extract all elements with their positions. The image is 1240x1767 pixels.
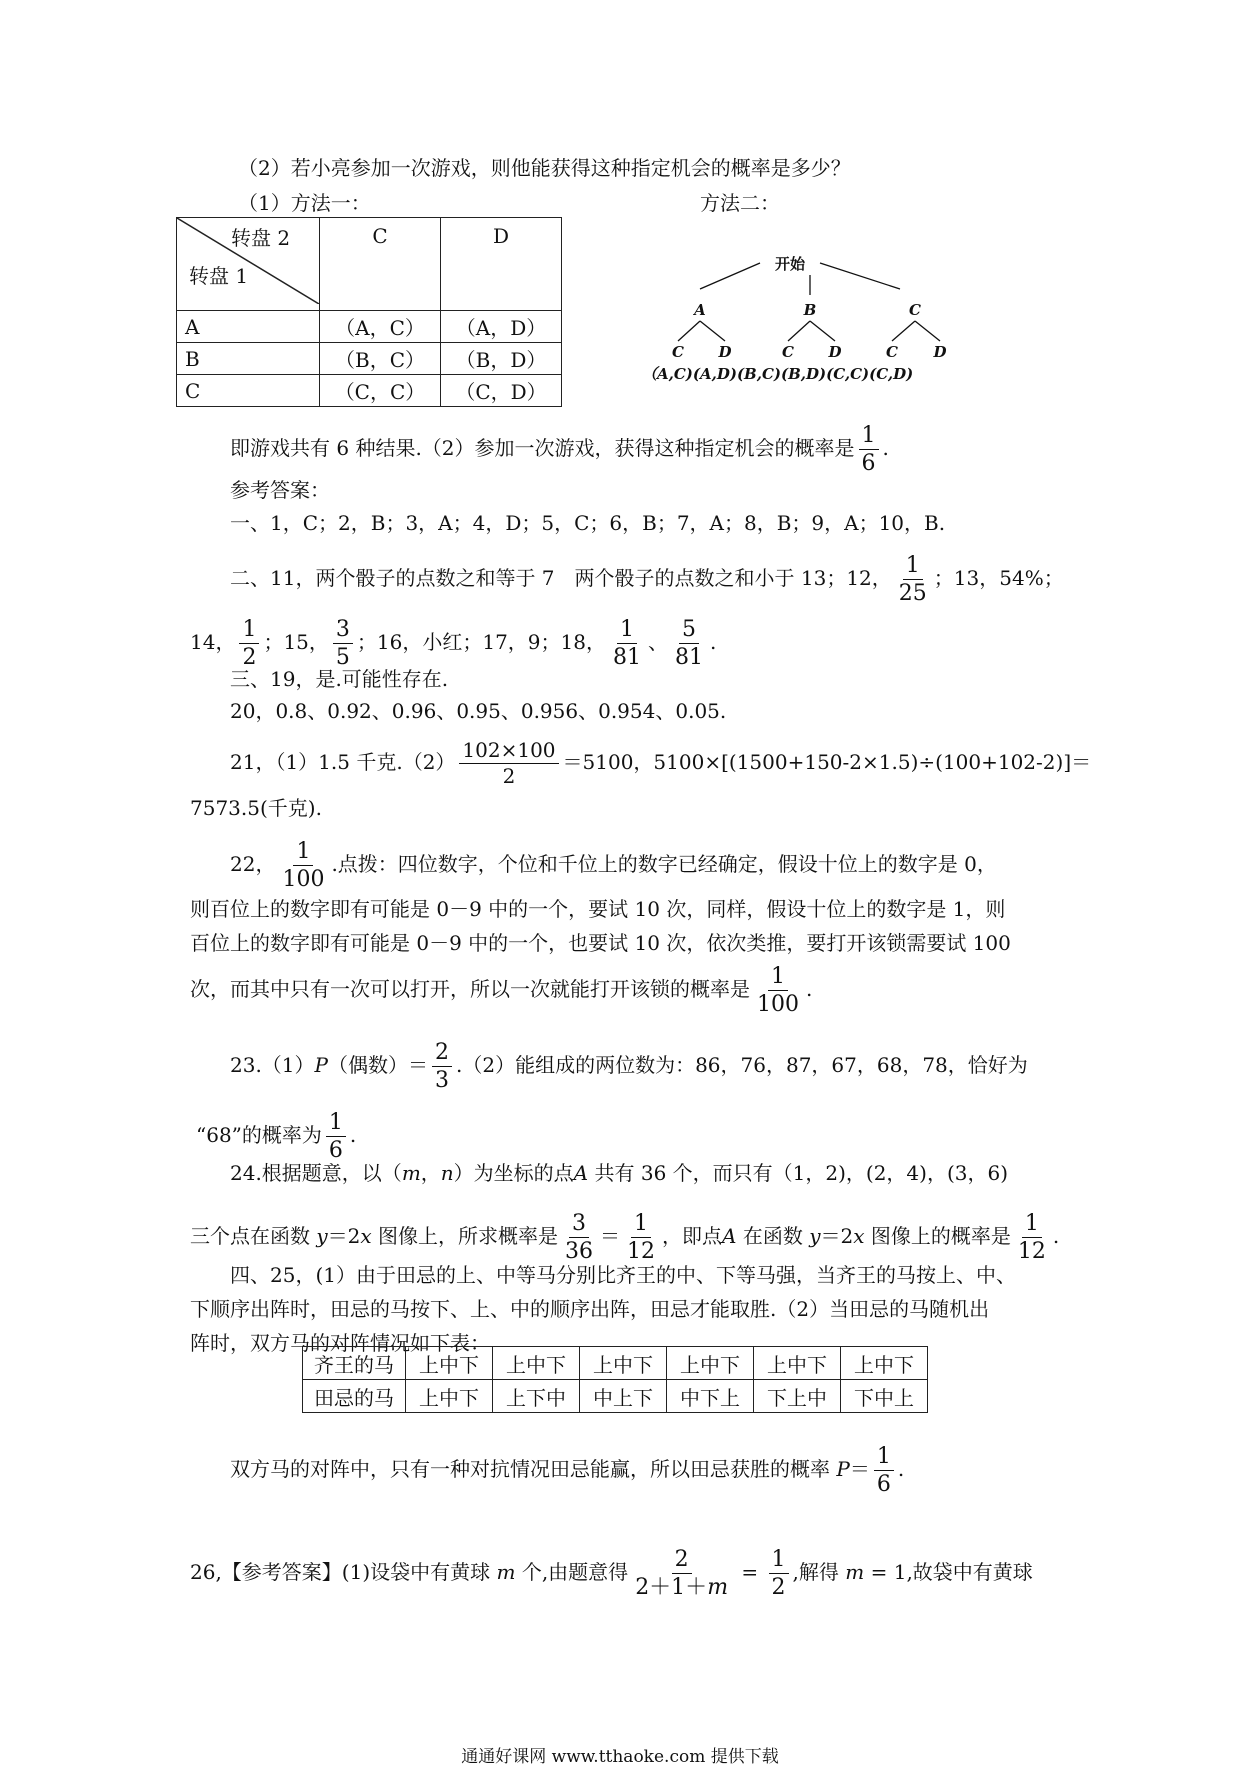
table-cell: 上中下	[667, 1347, 754, 1380]
frac-den: 2	[771, 1575, 786, 1601]
text-run: ；15，	[263, 630, 329, 655]
answer-25-line-1: 四、25，(1）由于田忌的上、中等马分别比齐王的中、下等马强，当齐王的马按上、中、	[230, 1263, 1016, 1287]
text-run: =	[735, 1560, 765, 1585]
section-3-answer-19: 三、19，是.可能性存在.	[230, 667, 449, 691]
row-label: 田忌的马	[303, 1380, 406, 1413]
result-line	[230, 424, 889, 475]
frac-num: 1	[293, 840, 313, 866]
table-cell: 中上下	[580, 1380, 667, 1413]
frac-den: 81	[674, 645, 703, 671]
text-run: 21，（1）1.5 千克.（2）	[230, 750, 456, 774]
row-label: C	[177, 375, 320, 407]
table-cell: （C，D）	[441, 375, 562, 407]
frac-den: 12	[1017, 1239, 1046, 1265]
table-cell: （C，C）	[320, 375, 441, 407]
reference-answer-title: 参考答案：	[230, 478, 330, 502]
horse-matchup-table	[302, 1346, 928, 1413]
text-run: ＝	[600, 1224, 621, 1249]
table-cell: （A，D）	[441, 311, 562, 343]
text-run: .	[349, 1123, 357, 1148]
tree-node-l2: C	[672, 343, 684, 361]
tree-node-l2: D	[828, 343, 842, 361]
text-run: n	[440, 1161, 454, 1185]
text-run: ，	[420, 1161, 441, 1185]
table-cell: （B，C）	[320, 343, 441, 375]
page-footer: 通通好课网 www.tthaoke.com 提供下载	[461, 1747, 779, 1767]
row-label: B	[177, 343, 320, 375]
answer-22-line-3: 百位上的数字即有可能是 0－9 中的一个，也要试 10 次，依次类推，要打开该锁需要试 100	[190, 931, 1011, 955]
text-run: 二、11，两个骰子的点数之和等于 7 两个骰子的点数之和小于 13；12，	[230, 566, 892, 591]
table-cell: 上中下	[580, 1347, 667, 1380]
answer-25-line-3: 阵时，双方马的对阵情况如下表：	[190, 1331, 490, 1355]
text-run: 22，	[230, 852, 276, 877]
frac-den: 36	[565, 1239, 594, 1265]
text-run: 、	[647, 630, 668, 655]
answer-24-line-2	[190, 1212, 1059, 1263]
table-corner-cell	[177, 218, 320, 311]
tree-node-l1: A	[694, 301, 706, 319]
table-cell: 上下中	[493, 1380, 580, 1413]
tree-node-l2: D	[933, 343, 947, 361]
frac-num: 1	[768, 965, 788, 991]
corner-bottom-label: 转盘 1	[189, 264, 249, 288]
table-cell: （B，D）	[441, 343, 562, 375]
section-2-line-1	[230, 554, 1064, 605]
text-run: ；13，54%；	[933, 566, 1064, 591]
tree-diagram	[630, 245, 970, 385]
tree-root: 开始	[774, 255, 806, 273]
text-run: .	[897, 1457, 905, 1482]
text-run: y	[809, 1224, 821, 1249]
frac-num: 1	[239, 618, 259, 644]
tree-node-l2: D	[718, 343, 732, 361]
table-row	[303, 1380, 928, 1413]
text-run: A	[573, 1161, 589, 1185]
section-2-line-2	[190, 618, 716, 669]
frac-num: 1	[617, 618, 637, 644]
table-row	[177, 375, 562, 407]
text-run: 三个点在函数	[190, 1224, 317, 1249]
method-two-label: 方法二：	[700, 191, 780, 215]
frac-num: 1	[631, 1212, 651, 1238]
answer-22-line-4	[190, 965, 812, 1016]
tree-node-l1: B	[803, 301, 817, 319]
text-run: A	[722, 1224, 737, 1249]
frac-den: 6	[876, 1472, 891, 1498]
text-run: m	[496, 1560, 516, 1585]
text-run: 在函数	[736, 1224, 810, 1249]
answer-22-line-1	[230, 840, 997, 891]
text-run: m	[707, 1575, 729, 1601]
frac-num: 1	[903, 554, 923, 580]
tree-outcomes: （A,C)(A,D)(B,C)(B,D)(C,C)(C,D)	[642, 365, 914, 383]
answer-26-line-1	[190, 1548, 1033, 1599]
text-run: P	[836, 1457, 850, 1482]
text-run: 个,由题意得	[515, 1560, 629, 1585]
frac-den: 5	[335, 645, 350, 671]
frac-den: 100	[282, 867, 325, 893]
col-header: D	[441, 218, 562, 311]
table-cell: 上中下	[493, 1347, 580, 1380]
text-run: ＝5100，5100×[(1500+150-2×1.5)÷(100+102-2)]＝	[562, 750, 1092, 774]
tree-node-l1: C	[909, 301, 921, 319]
frac-den: 6	[861, 451, 876, 477]
text-run: ）为坐标的点	[453, 1161, 574, 1185]
text-run: m	[845, 1560, 865, 1585]
text-run: （偶数）＝	[328, 1053, 428, 1078]
text-run: ＝	[849, 1457, 870, 1482]
text-run: 共有 36 个，而只有（1，2)，(2，4)，(3，6)	[588, 1161, 1009, 1185]
table-cell: 下中上	[841, 1380, 928, 1413]
frac-num: 1	[874, 1445, 894, 1471]
table-row	[177, 311, 562, 343]
text-run: x	[853, 1224, 865, 1249]
outcome-table	[176, 217, 562, 407]
table-cell: 上中下	[754, 1347, 841, 1380]
frac-den	[632, 1574, 731, 1599]
result-text: 即游戏共有 6 种结果.（2）参加一次游戏，获得这种指定机会的概率是	[230, 436, 855, 461]
text-run: 图像上，所求概率是	[371, 1224, 559, 1249]
section-1-answers: 一、1，C；2，B；3，A；4，D；5，C；6，B；7，A；8，B；9，A；10，B.	[230, 511, 946, 535]
frac-num: 2	[432, 1041, 452, 1067]
text-run: ,故袋中有黄球	[906, 1560, 1033, 1585]
table-cell: 中下上	[667, 1380, 754, 1413]
table-row	[177, 343, 562, 375]
frac-den: 25	[898, 581, 927, 607]
text-run: .	[709, 630, 717, 655]
answer-20: 20，0.8、0.92、0.96、0.95、0.956、0.954、0.05.	[230, 699, 727, 723]
text-run: x	[360, 1224, 372, 1249]
text-run: .点拨：四位数字，个位和千位上的数字已经确定，假设十位上的数字是 0，	[331, 852, 997, 877]
text-run: y	[316, 1224, 328, 1249]
text-run: 14，	[190, 630, 236, 655]
row-label: 齐王的马	[303, 1347, 406, 1380]
text-run: 2＋1＋	[635, 1575, 708, 1601]
frac-den: 2	[242, 645, 257, 671]
text-run: 双方马的对阵中，只有一种对抗情况田忌能赢，所以田忌获胜的概率	[230, 1457, 837, 1482]
text-run: “68”的概率为	[196, 1123, 322, 1148]
question-2-text: （2）若小亮参加一次游戏，则他能获得这种指定机会的概率是多少？	[238, 156, 851, 180]
frac-num: 1	[859, 424, 879, 450]
answer-25-line-2: 下顺序出阵时，田忌的马按下、上、中的顺序出阵，田忌才能取胜.（2）当田忌的马随机出	[190, 1297, 990, 1321]
frac-num: 3	[333, 618, 353, 644]
table-cell: 上中下	[406, 1347, 493, 1380]
method-one-label: （1）方法一：	[238, 191, 371, 215]
frac-num: 3	[569, 1212, 589, 1238]
text-run: ＝2	[327, 1224, 361, 1249]
answer-23-line-2	[196, 1111, 356, 1162]
corner-top-label: 转盘 2	[231, 226, 291, 250]
text-run: m	[401, 1161, 421, 1185]
text-run: ＝2	[820, 1224, 854, 1249]
answer-24-line-1	[230, 1160, 1008, 1186]
text-run: 次，而其中只有一次可以打开，所以一次就能打开该锁的概率是	[190, 977, 750, 1002]
frac-num: 5	[679, 618, 699, 644]
col-header: C	[320, 218, 441, 311]
table-row	[303, 1347, 928, 1380]
text-run: ，即点	[662, 1224, 723, 1249]
text-run: .	[1052, 1224, 1060, 1249]
frac-den: 12	[627, 1239, 656, 1265]
frac-num: 2	[672, 1548, 692, 1574]
answer-21-line-2: 7573.5(千克).	[190, 796, 322, 820]
answer-25-line-4	[230, 1445, 904, 1496]
answer-23-line-1	[230, 1041, 1028, 1092]
frac-den: 81	[612, 645, 641, 671]
result-end: .	[882, 436, 889, 461]
frac-num: 1	[326, 1111, 346, 1137]
text-run: P	[314, 1053, 328, 1078]
text-run: 23.（1）	[230, 1053, 315, 1078]
text-run: 26,【参考答案】(1)设袋中有黄球	[190, 1560, 497, 1585]
frac-den: 2	[502, 764, 516, 788]
tree-node-l2: C	[886, 343, 898, 361]
table-cell: 上中下	[841, 1347, 928, 1380]
frac-den: 3	[435, 1068, 449, 1094]
table-cell: 下上中	[754, 1380, 841, 1413]
frac-num: 1	[1022, 1212, 1042, 1238]
text-run: ；16，小红；17，9；18，	[356, 630, 606, 655]
text-run: ,解得	[792, 1560, 846, 1585]
text-run: 24.根据题意，以（	[230, 1161, 402, 1185]
table-cell: （A，C）	[320, 311, 441, 343]
frac-num: 1	[769, 1548, 789, 1574]
text-run: = 1	[864, 1560, 907, 1585]
row-label: A	[177, 311, 320, 343]
answer-21-line-1	[230, 740, 1091, 787]
text-run: 图像上的概率是	[864, 1224, 1011, 1249]
text-run: .（2）能组成的两位数为：86，76，87，67，68，78，恰好为	[456, 1053, 1028, 1078]
answer-22-line-2: 则百位上的数字即有可能是 0－9 中的一个，要试 10 次，同样，假设十位上的数字是 1，则	[190, 897, 1006, 921]
text-run: .	[806, 977, 813, 1002]
tree-node-l2: C	[782, 343, 794, 361]
frac-den: 6	[328, 1138, 343, 1164]
frac-num: 102×100	[459, 740, 558, 764]
table-cell: 上中下	[406, 1380, 493, 1413]
frac-den: 100	[757, 992, 799, 1018]
